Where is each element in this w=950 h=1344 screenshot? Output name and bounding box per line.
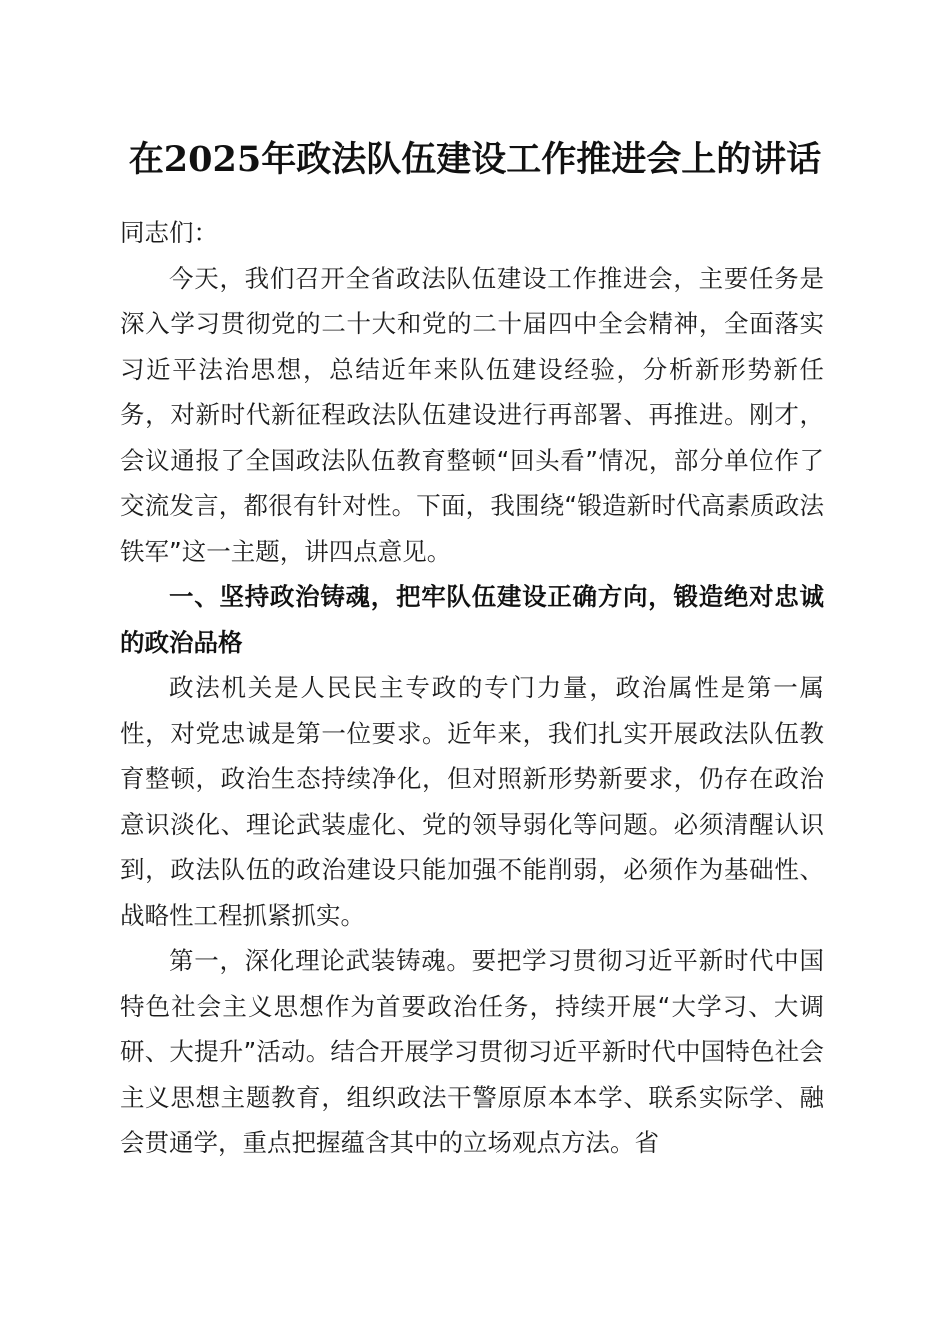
intro-paragraph: 今天，我们召开全省政法队伍建设工作推进会，主要任务是深入学习贯彻党的二十大和党的二十届四中全会精神，全面落实习近平法治思想，总结近年来队伍建设经验，分析新形势新任务，对新时代新征程政法队伍建设进行再部署、再推进。刚才，会议通报了全国政法队伍教育整顿“回头看”情况，部分单位作了交流发言，都很有针对性。下面，我围绕“锻造新时代高素质政法铁军”这一主题，讲四点意见。 xyxy=(120,263,824,566)
document-title: 在2025年政法队伍建设工作推进会上的讲话 xyxy=(128,139,822,180)
point-1-lead: 第一，深化理论武装铸魂。 xyxy=(169,946,472,975)
point-1-text: 要把学习贯彻习近平新时代中国特色社会主义思想作为首要政治任务，持续开展“大学习、大调研、大提升”活动。结合开展学习贯彻习近平新时代中国特色社会主义思想主题教育，组织政法干警原原本本学、联系实际学、融会贯通学，重点把握蕴含其中的立场观点方法。省 xyxy=(120,946,824,1157)
salutation: 同志们： xyxy=(120,218,218,247)
section-1-paragraph: 政法机关是人民民主专政的专门力量，政治属性是第一属性，对党忠诚是第一位要求。近年来，我们扎实开展政法队伍教育整顿，政治生态持续净化，但对照新形势新要求，仍存在政治意识淡化、理论武装虚化、党的领导弱化等问题。必须清醒认识到，政法队伍的政治建设只能加强不能削弱，必须作为基础性、战略性工程抓紧抓实。 xyxy=(120,673,824,930)
section-heading-1: 一、坚持政治铸魂，把牢队伍建设正确方向，锻造绝对忠诚的政治品格 xyxy=(120,582,824,657)
point-1-paragraph xyxy=(120,938,824,1166)
document-body xyxy=(120,210,824,1166)
